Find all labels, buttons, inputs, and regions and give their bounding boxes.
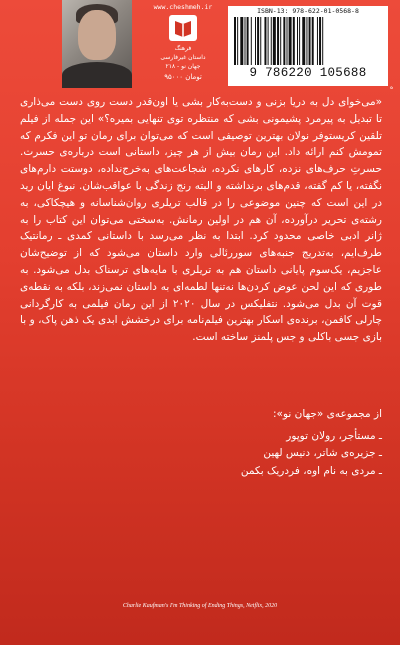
series-item: ـ مستأجر، رولان توپور [286, 429, 382, 442]
publisher-series-line-3: جهان نو - ۲۱۸ [165, 63, 201, 70]
barcode-panel [228, 6, 388, 86]
barcode-bar [277, 17, 279, 65]
barcode-bar [255, 17, 256, 65]
barcode-bar [273, 17, 276, 65]
isbn-digits: 9 786220 105688 [249, 66, 367, 80]
barcode-bar [268, 17, 269, 65]
series-list [20, 428, 382, 481]
publisher-series-line-1: فرهنگ [174, 45, 192, 52]
barcode-bar [312, 17, 314, 65]
barcode-bar [237, 17, 238, 65]
barcode-bar [322, 17, 323, 65]
barcode-bar [260, 17, 261, 65]
cover-image-caption: Charlie Kaufman's I'm Thinking of Ending Things, Netflix, 2020 [122, 603, 278, 609]
isbn-label: ISBN-13: 978-622-01-0568-8 [257, 7, 359, 15]
barcode-bar [317, 17, 318, 65]
barcode-bar [280, 17, 281, 65]
author-photo [62, 0, 132, 88]
barcode-bar [247, 17, 249, 65]
series-list-block [20, 406, 382, 480]
barcode-bar [299, 17, 300, 65]
series-item: ـ جزیره‌ی شاتر، دنیس لهین [263, 447, 382, 459]
barcode-bar [289, 17, 292, 65]
author-shoulders [62, 62, 132, 88]
series-item: ـ مردی به نام اوه، فردریک بکمن [240, 464, 382, 477]
barcode-bar [297, 17, 298, 65]
book-logo-icon [169, 15, 197, 41]
publisher-block [140, 2, 226, 81]
price-label: ۹۵۰۰۰ تومان [164, 73, 202, 81]
barcode-bar [283, 17, 285, 65]
barcode-bar [319, 17, 321, 65]
barcode-bar [271, 17, 272, 65]
barcode-bar [306, 17, 307, 65]
barcode-bar [257, 17, 259, 65]
barcode [232, 17, 384, 65]
barcode-bar [309, 17, 311, 65]
publisher-website: www.cheshmeh.ir [153, 3, 213, 11]
barcode-side-mark: ه [390, 84, 394, 91]
series-title: از مجموعه‌ی «جهان نو»: [273, 408, 382, 420]
barcode-bar [240, 17, 243, 65]
author-face [78, 10, 116, 60]
barcode-bar [245, 17, 246, 65]
barcode-bar [287, 17, 288, 65]
back-cover-blurb: «می‌خوای دل به دریا بزنی و دست‌به‌کار بشی یا اون‌قدر دست روی دست می‌ذاری تا تبدیل به پیرمرد پشیمونی بشی که منتظره توی تنهایی بمیره؟» این جمله از فیلم تلقین کریستوفر نولان بهترین توصیفی است که می‌توان برای رمان تو این فکرم که تمومش کنم ارائه داد. این رمان بیش از هر چیز، داستانی است درباره‌ی حسرت. حسرتِ حرف‌های نزده، کارهای نکرده، شجاعت‌های به‌خرج‌نداده، دوستت دارم‌های نگفته، یا کم گفته، قدم‌های برنداشته و البته رنج زندگی با عواقب‌شان. نبوغ ایان رید در این است که چنین موضوعی را در قالب تریلری روان‌شناسانه و هیچکاکی، به رشته‌ی تحریر درآورده، آن هم در اولین رمانش. به‌سختی می‌توان این کتاب را به ژانر ادبی خاصی محدود کرد. ابتدا به نظر می‌رسد با داستانی کمدی ـ رمانتیک طرف‌ایم، به‌تدریج جنبه‌های سوررئالی وارد داستان می‌شود که از توضیح‌شان عاجزیم، یک‌سوم پایانی داستان هم به تریلری با مایه‌های ترسناک بدل می‌شود. به طوری که این لحن عوض کردن‌ها نه‌تنها لطمه‌ای به داستان نمی‌زند، بلکه به نقطه‌ی قوت آن بدل می‌شود. نتفلیکس در سال ۲۰۲۰ از این رمان فیلمی به کارگردانی چارلی کافمن، برنده‌ی اسکار بهترین فیلم‌نامه برای درخشش ابدی یک ذهن پاک، و با بازی جسی باکلی و جس پلمنز ساخته است. [20, 96, 382, 344]
barcode-bar [251, 17, 252, 65]
publisher-series-line-2: داستان غیرفارسی [160, 54, 206, 61]
barcode-bar [302, 17, 305, 65]
barcode-bar [234, 17, 236, 65]
barcode-bar [264, 17, 266, 65]
barcode-bar [293, 17, 295, 65]
